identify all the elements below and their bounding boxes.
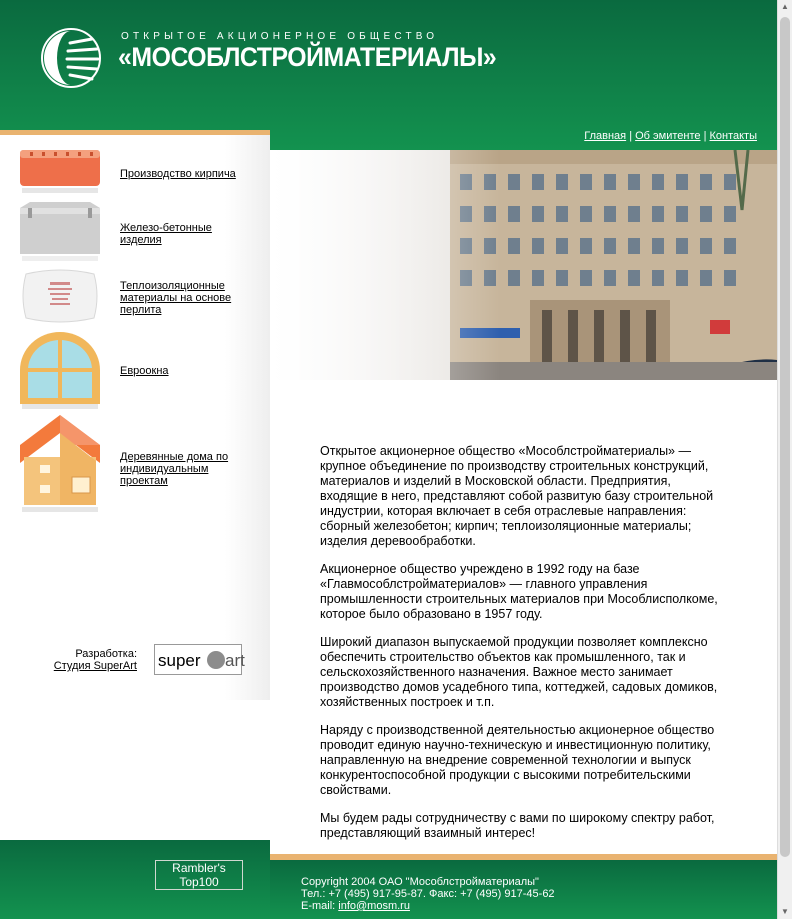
developer-label: Разработка:: [75, 648, 137, 660]
footer-info: [301, 876, 555, 912]
developer-credit: [40, 648, 137, 672]
header: [0, 0, 777, 150]
nav-separator: |: [703, 130, 707, 142]
scroll-down-arrow-icon[interactable]: ▼: [781, 907, 789, 916]
top-navigation: [584, 130, 757, 142]
perlite-bag-icon[interactable]: [20, 268, 100, 328]
product-item-houses: [20, 415, 260, 513]
product-item-perlite: [20, 268, 260, 328]
house-icon[interactable]: [20, 415, 100, 513]
content-paragraph: Акционерное общество учреждено в 1992 году на базе «Главмособлстройматериалов» — главного управления промышленности строительных материалов при Мособлисполкоме, которое было образовано в 1957 году.: [320, 562, 718, 621]
company-logo-icon: [40, 27, 102, 89]
developer-link[interactable]: Студия SuperArt: [53, 660, 137, 672]
superart-logo-text: super: [158, 651, 201, 670]
content-paragraph: Широкий диапазон выпускаемой продукции позволяет комплексно обеспечить строительство объектов как промышленного, так и сельскохозяйственного назначения. Важное место занимает производство домов усадебного типа, коттеджей, садовых домиков, хозяйственных построек и т.п.: [320, 635, 718, 709]
content-paragraph: Открытое акционерное общество «Мособлстройматериалы» — крупное объединение по производству строительных конструкций, материалов и изделий в Московской области. Предприятия, входящие в него, представляют собой развитую базу строительной индустрии, которая включает в себя отраслевые направления: сборный железобетон; кирпич; теплоизоляционные материалы; изделия деревообработки.: [320, 444, 714, 548]
footer-email-link[interactable]: info@mosm.ru: [338, 900, 410, 912]
footer-phones: Тел.: +7 (495) 917-95-87. Факс: +7 (495) 917-45-62: [301, 888, 555, 900]
rambler-counter-image[interactable]: Rambler's Top100: [155, 860, 243, 890]
vertical-scrollbar[interactable]: [777, 0, 792, 919]
content-paragraph: Мы будем рады сотрудничеству с вами по широкому спектру работ, представляющий взаимный интерес!: [320, 811, 715, 840]
content-paragraph: Наряду с производственной деятельностью акционерное общество проводит единую научно-техническую и инвестиционную политику, направленную на внедрение современной технологии и выпуск конкурентоспособной продукции с высокими потребительскими свойствами.: [320, 723, 715, 797]
building-photo: [270, 150, 777, 380]
footer-email-label: E-mail:: [301, 900, 339, 912]
footer-email-line: [301, 900, 555, 912]
concrete-block-icon[interactable]: [20, 202, 100, 262]
brick-icon[interactable]: [20, 150, 100, 195]
nav-link-about[interactable]: Об эмитенте: [635, 130, 701, 142]
product-item-bricks: [20, 150, 260, 195]
product-link-perlite[interactable]: Теплоизоляционные материалы на основе перлита: [120, 280, 232, 316]
product-link-houses[interactable]: Деревянные дома по индивидуальным проектам: [120, 451, 229, 487]
nav-separator: |: [629, 130, 633, 142]
superart-logo-mark: art: [225, 651, 245, 670]
window-icon[interactable]: [20, 332, 100, 410]
nav-link-home[interactable]: Главная: [584, 130, 627, 142]
footer-copyright: Copyright 2004 ОАО "Мособлстройматериалы": [301, 876, 539, 888]
scroll-up-arrow-icon[interactable]: ▲: [781, 2, 789, 11]
main-content: [320, 444, 730, 854]
product-link-bricks[interactable]: Производство кирпича: [120, 168, 236, 180]
product-item-windows: [20, 332, 260, 410]
product-item-concrete: [20, 202, 260, 262]
superart-logo-icon: [155, 645, 245, 674]
company-name-title: «МОСОБЛСТРОЙМАТЕРИАЛЫ»: [118, 42, 497, 72]
building-illustration: [270, 150, 777, 380]
company-type-subtitle: ОТКРЫТОЕ АКЦИОНЕРНОЕ ОБЩЕСТВО: [121, 31, 439, 42]
scrollbar-thumb[interactable]: [780, 17, 790, 857]
product-link-windows[interactable]: Евроокна: [120, 365, 169, 377]
product-link-concrete[interactable]: Железо-бетонные изделия: [120, 222, 212, 246]
superart-logo[interactable]: [154, 644, 245, 675]
nav-link-contacts[interactable]: Контакты: [709, 130, 757, 142]
